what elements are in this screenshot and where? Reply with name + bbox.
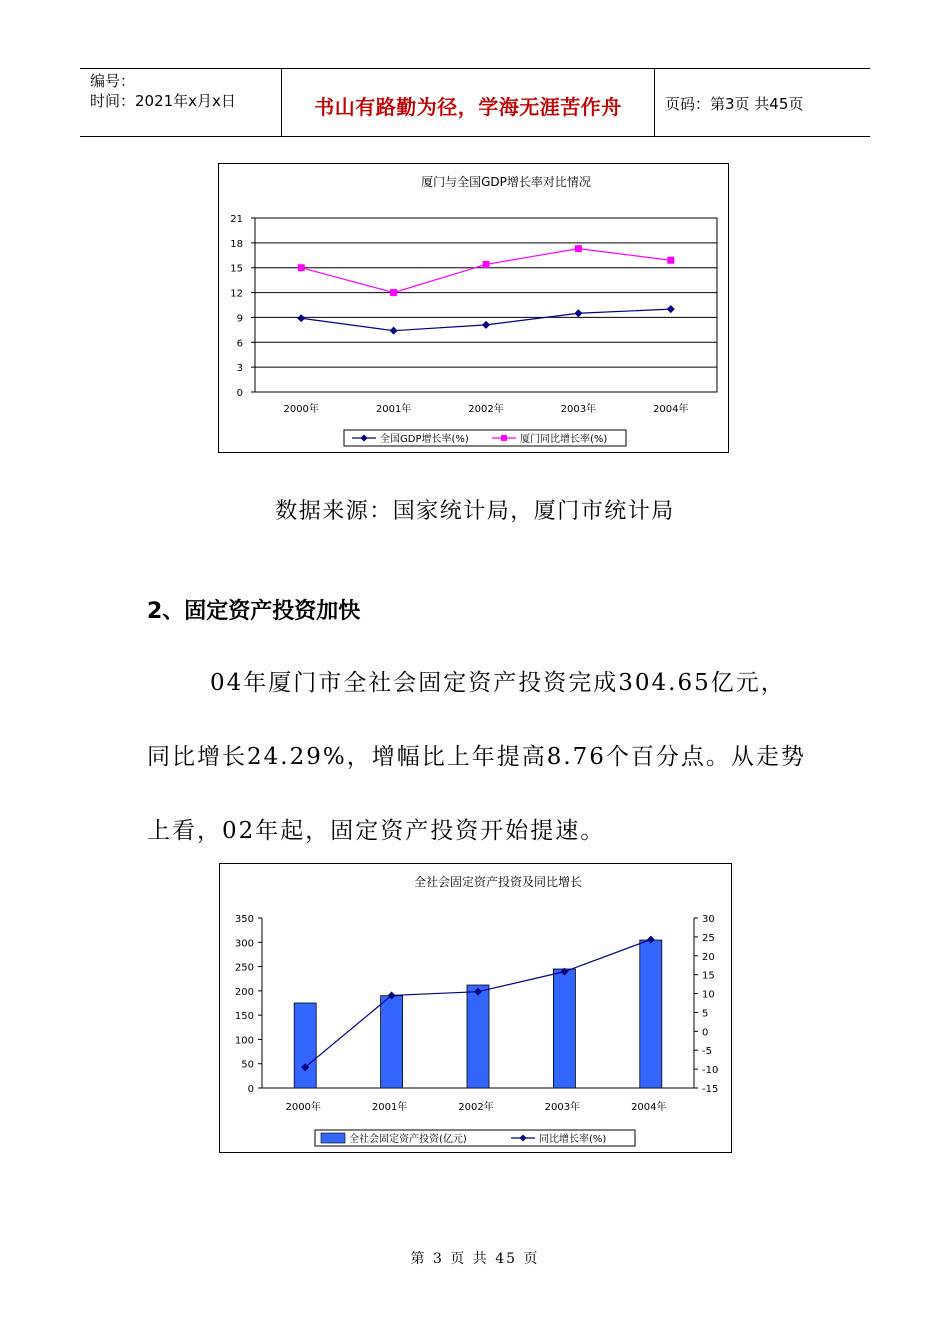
series-line (301, 249, 671, 293)
x-tick-label: 2004年 (653, 404, 689, 415)
series-point (667, 305, 675, 313)
header-divider (654, 69, 655, 136)
bar (294, 1003, 316, 1088)
y2-tick-label: -10 (702, 1065, 719, 1077)
header-top-rule (80, 68, 870, 69)
page-footer: 第 3 页 共 45 页 (410, 1251, 540, 1267)
paragraph-line-2: 同比增长24.29%，增幅比上年提高8.76个百分点。从走势 (147, 744, 806, 770)
bar (467, 985, 489, 1088)
y-tick-label: 3 (236, 363, 243, 375)
y-tick-label: 0 (247, 1084, 254, 1095)
gdp-growth-chart (218, 163, 729, 453)
chart-title: 全社会固定资产投资及同比增长 (413, 875, 583, 889)
legend-label: 全国GDP增长率(%) (380, 434, 469, 445)
series-point (298, 264, 305, 271)
y2-tick-label: 0 (702, 1027, 709, 1039)
y-tick-label: 150 (234, 1011, 254, 1023)
data-source-note: 数据来源：国家统计局，厦门市统计局 (275, 499, 675, 524)
plot-area (255, 218, 717, 392)
doc-time-label: 时间：2021年x月x日 (90, 92, 236, 110)
legend-marker (501, 435, 507, 441)
series-point (667, 257, 674, 264)
y-tick-label: 300 (234, 938, 254, 950)
y2-tick-label: -5 (702, 1046, 712, 1058)
x-tick-label: 2001年 (375, 404, 412, 415)
x-tick-label: 2003年 (560, 404, 597, 415)
bar (381, 996, 403, 1088)
header-motto: 书山有路勤为径，学海无涯苦作舟 (314, 95, 622, 119)
y2-tick-label: 30 (702, 914, 715, 925)
y-tick-label: 250 (234, 962, 254, 974)
series-point (482, 321, 490, 329)
legend-label: 同比增长率(%) (539, 1134, 607, 1145)
x-tick-label: 2001年 (371, 1102, 408, 1113)
x-tick-label: 2002年 (458, 1102, 494, 1113)
y-tick-label: 21 (230, 214, 243, 225)
y2-tick-label: 10 (702, 989, 715, 1001)
y-tick-label: 18 (230, 238, 243, 250)
series-point (390, 327, 398, 335)
bar (640, 940, 662, 1088)
bar (553, 969, 575, 1088)
gdp-growth-chart-svg (219, 164, 728, 452)
y2-tick-label: 15 (702, 970, 715, 982)
fixed-investment-chart-svg (220, 864, 731, 1152)
y2-tick-label: 20 (702, 951, 715, 963)
y-tick-label: 350 (234, 914, 254, 925)
section-title: 2、固定资产投资加快 (147, 599, 361, 624)
y-tick-label: 12 (230, 288, 243, 300)
x-tick-label: 2003年 (544, 1102, 581, 1113)
doc-number-label: 编号： (90, 72, 136, 90)
series-point (575, 245, 582, 252)
y-tick-label: 50 (241, 1059, 254, 1071)
y-tick-label: 9 (236, 313, 243, 325)
header-left (90, 71, 236, 111)
legend-marker (321, 1133, 345, 1143)
series-point (390, 289, 397, 296)
y2-tick-label: 25 (702, 932, 715, 944)
y-tick-label: 6 (236, 338, 243, 350)
y-tick-label: 0 (236, 388, 243, 399)
page-count-label: 页码：第3页 共45页 (665, 95, 804, 113)
paragraph-line-1: 04年厦门市全社会固定资产投资完成304.65亿元， (210, 670, 786, 696)
y-tick-label: 15 (230, 263, 243, 275)
x-tick-label: 2000年 (285, 1102, 321, 1113)
y2-tick-label: 5 (702, 1008, 709, 1020)
x-tick-label: 2004年 (631, 1102, 667, 1113)
y-tick-label: 200 (234, 986, 254, 998)
chart-title: 厦门与全国GDP增长率对比情况 (421, 175, 591, 189)
x-tick-label: 2002年 (468, 404, 504, 415)
y2-tick-label: -15 (702, 1084, 719, 1095)
header-bottom-rule (80, 136, 870, 137)
legend-label: 全社会固定资产投资(亿元) (349, 1134, 467, 1145)
series-point (574, 309, 582, 317)
series-point (483, 261, 490, 268)
x-tick-label: 2000年 (283, 404, 319, 415)
fixed-investment-chart (219, 863, 732, 1153)
paragraph-line-3: 上看，02年起，固定资产投资开始提速。 (147, 818, 606, 844)
y-tick-label: 100 (234, 1035, 254, 1047)
legend-label: 厦门同比增长率(%) (520, 434, 608, 445)
series-point (297, 314, 305, 322)
